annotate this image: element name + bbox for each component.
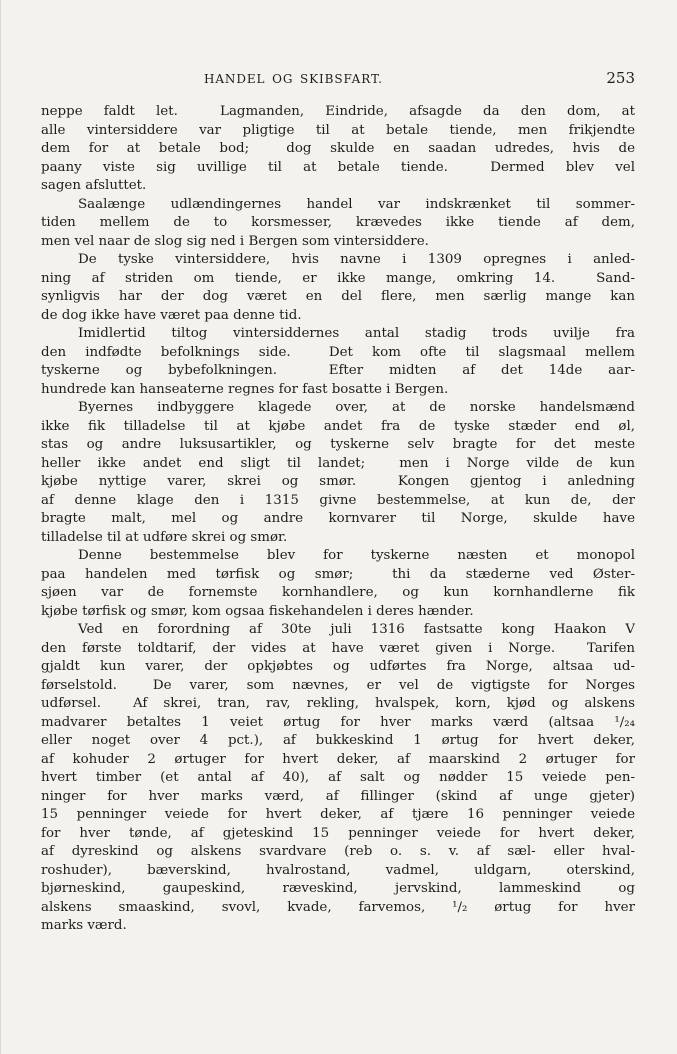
text-line: gjaldt kun varer, der opkjøbtes og udførtes fra Norge, altsaa ud- [41, 659, 635, 674]
text-line: 15 penninger veiede for hvert deker, af tjære 16 penninger veiede [41, 807, 635, 822]
text-line: kjøbe tørfisk og smør, kom ogsaa fiskehandelen i deres hænder. [41, 603, 474, 619]
text-line: paa handelen med tørfisk og smør; thi da stæderne ved Øster- [41, 566, 635, 582]
body-text [41, 103, 635, 936]
text-line: den indfødte befolknings side. Det kom ofte til slagsmaal mellem [41, 344, 635, 360]
text-line: hundrede kan hanseaterne regnes for fast bosatte i Bergen. [41, 381, 449, 397]
text-line: for hver tønde, af gjeteskind 15 penninger veiede for hvert deker, [41, 825, 635, 841]
text-line: Byernes indbyggere klagede over, at de norske handelsmænd [78, 400, 635, 415]
text-line: tyskerne og bybefolkningen. Efter midten af det 14de aar- [41, 363, 635, 378]
text-line: marks værd. [41, 918, 127, 933]
text-line: Imidlertid tiltog vintersiddernes antal stadig trods uvilje fra [78, 326, 635, 341]
text-line: stas og andre luksusartikler, og tyskerne selv bragte for det meste [41, 437, 635, 452]
text-line: førselstold. De varer, som nævnes, er vel de vigtigste for Norges [41, 677, 635, 693]
text-line: tiden mellem de to korsmesser, krævedes ikke tiende af dem, [41, 215, 635, 230]
text-line: roshuder), bæverskind, hvalrostand, vadmel, uldgarn, oterskind, [41, 862, 635, 878]
text-line: dem for at betale bod; dog skulde en saadan udredes, hvis de [41, 141, 635, 156]
text-line: bjørneskind, gaupeskind, ræveskind, jervskind, lammeskind og [41, 881, 635, 896]
text-line: af kohuder 2 ørtuger for hvert deker, af maarskind 2 ørtuger for [41, 751, 635, 767]
text-line: den første toldtarif, der vides at have været given i Norge. Tarifen [41, 640, 635, 656]
text-line: alle vintersiddere var pligtige til at betale tiende, men frikjendte [41, 122, 635, 138]
text-line: De tyske vintersiddere, hvis navne i 1309 opregnes i anled- [78, 252, 635, 267]
text-line: ning af striden om tiende, er ikke mange, omkring 14. Sand- [41, 270, 635, 286]
text-line: men vel naar de slog sig ned i Bergen som vintersiddere. [41, 233, 429, 249]
text-line: Saalænge udlændingernes handel var indskrænket til sommer- [78, 196, 635, 212]
text-line: paany viste sig uvillige til at betale tiende. Dermed blev vel [41, 159, 635, 175]
text-line: ninger for hver marks værd, af fillinger (skind af unge gjeter) [41, 788, 635, 804]
text-line: synligvis har der dog været en del flere, men særlig mange kan [41, 289, 635, 304]
text-line: kjøbe nyttige varer, skrei og smør. Kongen gjentog i anledning [41, 474, 635, 489]
text-line: sjøen var de fornemste kornhandlere, og kun kornhandlerne fik [41, 585, 635, 600]
text-line: eller noget over 4 pct.), af bukkeskind 1 ørtug for hvert deker, [41, 733, 635, 748]
text-line: ikke fik tilladelse til at kjøbe andet fra de tyske stæder end øl, [41, 418, 635, 434]
page-number: 253 [606, 69, 635, 87]
text-line: hvert timber (et antal af 40), af salt og nødder 15 veiede pen- [41, 770, 635, 785]
text-line: tilladelse til at udføre skrei og smør. [41, 529, 288, 545]
text-line: alskens smaaskind, svovl, kvade, farvemos, ¹/₂ ørtug for hver [41, 899, 635, 915]
text-line: udførsel. Af skrei, tran, rav, rekling, hvalspek, korn, kjød og alskens [41, 696, 635, 711]
text-line: neppe faldt let. Lagmanden, Eindride, afsagde da den dom, at [41, 104, 635, 119]
text-line: de dog ikke have været paa denne tid. [41, 307, 302, 323]
text-line: af denne klage den i 1315 givne bestemmelse, at kun de, der [41, 492, 635, 508]
text-line: madvarer betaltes 1 veiet ørtug for hver marks værd (altsaa ¹/₂₄ [41, 714, 635, 730]
text-line: sagen afsluttet. [41, 178, 147, 193]
text-line: bragte malt, mel og andre kornvarer til Norge, skulde have [41, 511, 635, 526]
text-line: heller ikke andet end sligt til landet; men i Norge vilde de kun [41, 455, 635, 471]
text-line: Ved en forordning af 30te juli 1316 fastsatte kong Haakon V [78, 622, 635, 637]
page-header [41, 69, 635, 92]
running-title: HANDEL OG SKIBSFART. [204, 72, 383, 86]
text-line: Denne bestemmelse blev for tyskerne næsten et monopol [78, 548, 635, 563]
text-line: af dyreskind og alskens svardvare (reb o. s. v. af sæl- eller hval- [41, 844, 635, 859]
